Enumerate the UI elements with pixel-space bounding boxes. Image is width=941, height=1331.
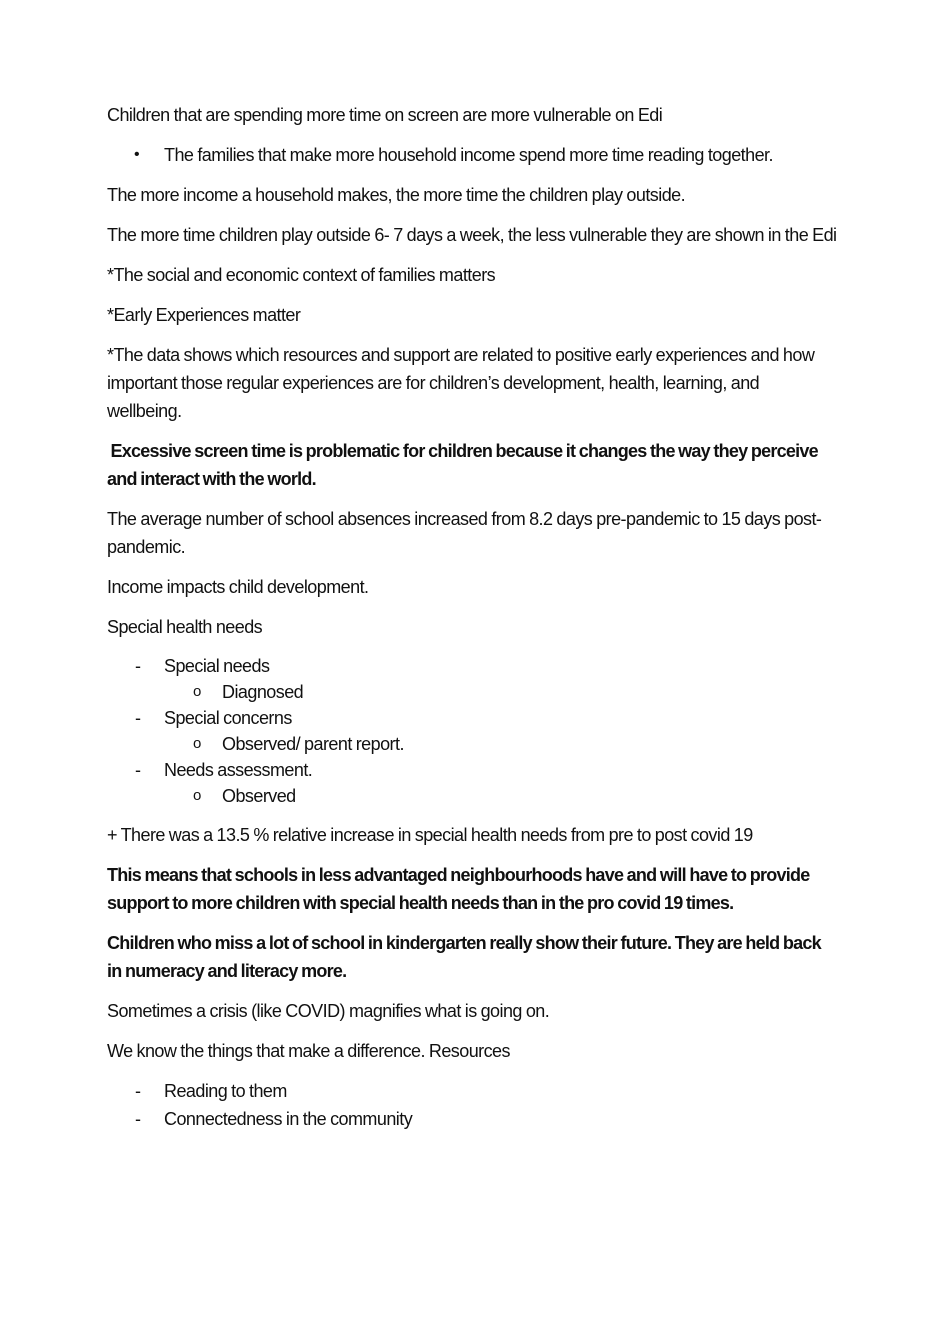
- list-item-text: Connectedness in the community: [164, 1109, 413, 1129]
- paragraph-income-impacts: Income impacts child development.: [107, 577, 369, 597]
- paragraph-school-absences: The average number of school absences increased from 8.2 days pre-pandemic to 15 days post-pandemic.: [107, 509, 822, 557]
- paragraph-kindergarten-absence: Children who miss a lot of school in kindergarten really show their future. They are held back in numeracy and literacy more.: [107, 933, 821, 981]
- paragraph-social-context: *The social and economic context of families matters: [107, 265, 496, 285]
- paragraph-resources: We know the things that make a difference. Resources: [107, 1041, 510, 1061]
- paragraph-early-experiences: *Early Experiences matter: [107, 305, 301, 325]
- list-item: [107, 757, 837, 809]
- dash-icon: -: [135, 656, 141, 676]
- sub-list: [164, 679, 837, 705]
- sub-list-item: [164, 679, 837, 705]
- sub-list: [164, 731, 837, 757]
- sub-list-item-text: Diagnosed: [222, 682, 304, 702]
- sub-list-item-text: Observed/ parent report.: [222, 734, 404, 754]
- bullet-list: [107, 141, 837, 169]
- paragraph-play-outside: The more time children play outside 6- 7 days a week, the less vulnerable they are shown in the Edi: [107, 225, 837, 245]
- paragraph-special-health-needs: Special health needs: [107, 617, 263, 637]
- circle-bullet-icon: o: [193, 735, 201, 752]
- sub-list: [164, 783, 837, 809]
- circle-bullet-icon: o: [193, 787, 201, 804]
- list-item-text: Special needs: [164, 656, 270, 676]
- paragraph-data-shows: *The data shows which resources and support are related to positive early experiences and how important those regular experiences are for children’s development, health, learning, and wellbeing.: [107, 345, 815, 421]
- sub-list-item: [164, 731, 837, 757]
- bullet-icon: •: [134, 146, 140, 163]
- list-item: [107, 653, 837, 705]
- list-item-text: Special concerns: [164, 708, 292, 728]
- paragraph-excessive-screen-time: Excessive screen time is problematic for children because it changes the way they perceive and interact with the world.: [107, 441, 822, 489]
- dash-icon: -: [135, 1081, 141, 1101]
- paragraph-crisis: Sometimes a crisis (like COVID) magnifies what is going on.: [107, 1001, 550, 1021]
- list-item-text: The families that make more household income spend more time reading together.: [164, 145, 773, 165]
- document-page: [107, 101, 837, 1145]
- list-item: [107, 1105, 837, 1133]
- circle-bullet-icon: o: [193, 683, 201, 700]
- sub-list-item: [164, 783, 837, 809]
- paragraph-screen-time: Children that are spending more time on screen are more vulnerable on Edi: [107, 105, 663, 125]
- dash-icon: -: [135, 760, 141, 780]
- paragraph-schools-support: This means that schools in less advantaged neighbourhoods have and will have to provide support to more children with special health needs than in the pro covid 19 times.: [107, 865, 810, 913]
- resources-list: [107, 1077, 837, 1133]
- dash-icon: -: [135, 708, 141, 728]
- list-item: [107, 1077, 837, 1105]
- list-item-text: Reading to them: [164, 1081, 287, 1101]
- paragraph-relative-increase: + There was a 13.5 % relative increase in special health needs from pre to post covid 19: [107, 825, 753, 845]
- paragraph-income-outside: The more income a household makes, the more time the children play outside.: [107, 185, 686, 205]
- dash-icon: -: [135, 1109, 141, 1129]
- list-item-text: Needs assessment.: [164, 760, 313, 780]
- list-item: [107, 705, 837, 757]
- sub-list-item-text: Observed: [222, 786, 296, 806]
- list-item: [107, 141, 837, 169]
- special-needs-list: [107, 653, 837, 809]
